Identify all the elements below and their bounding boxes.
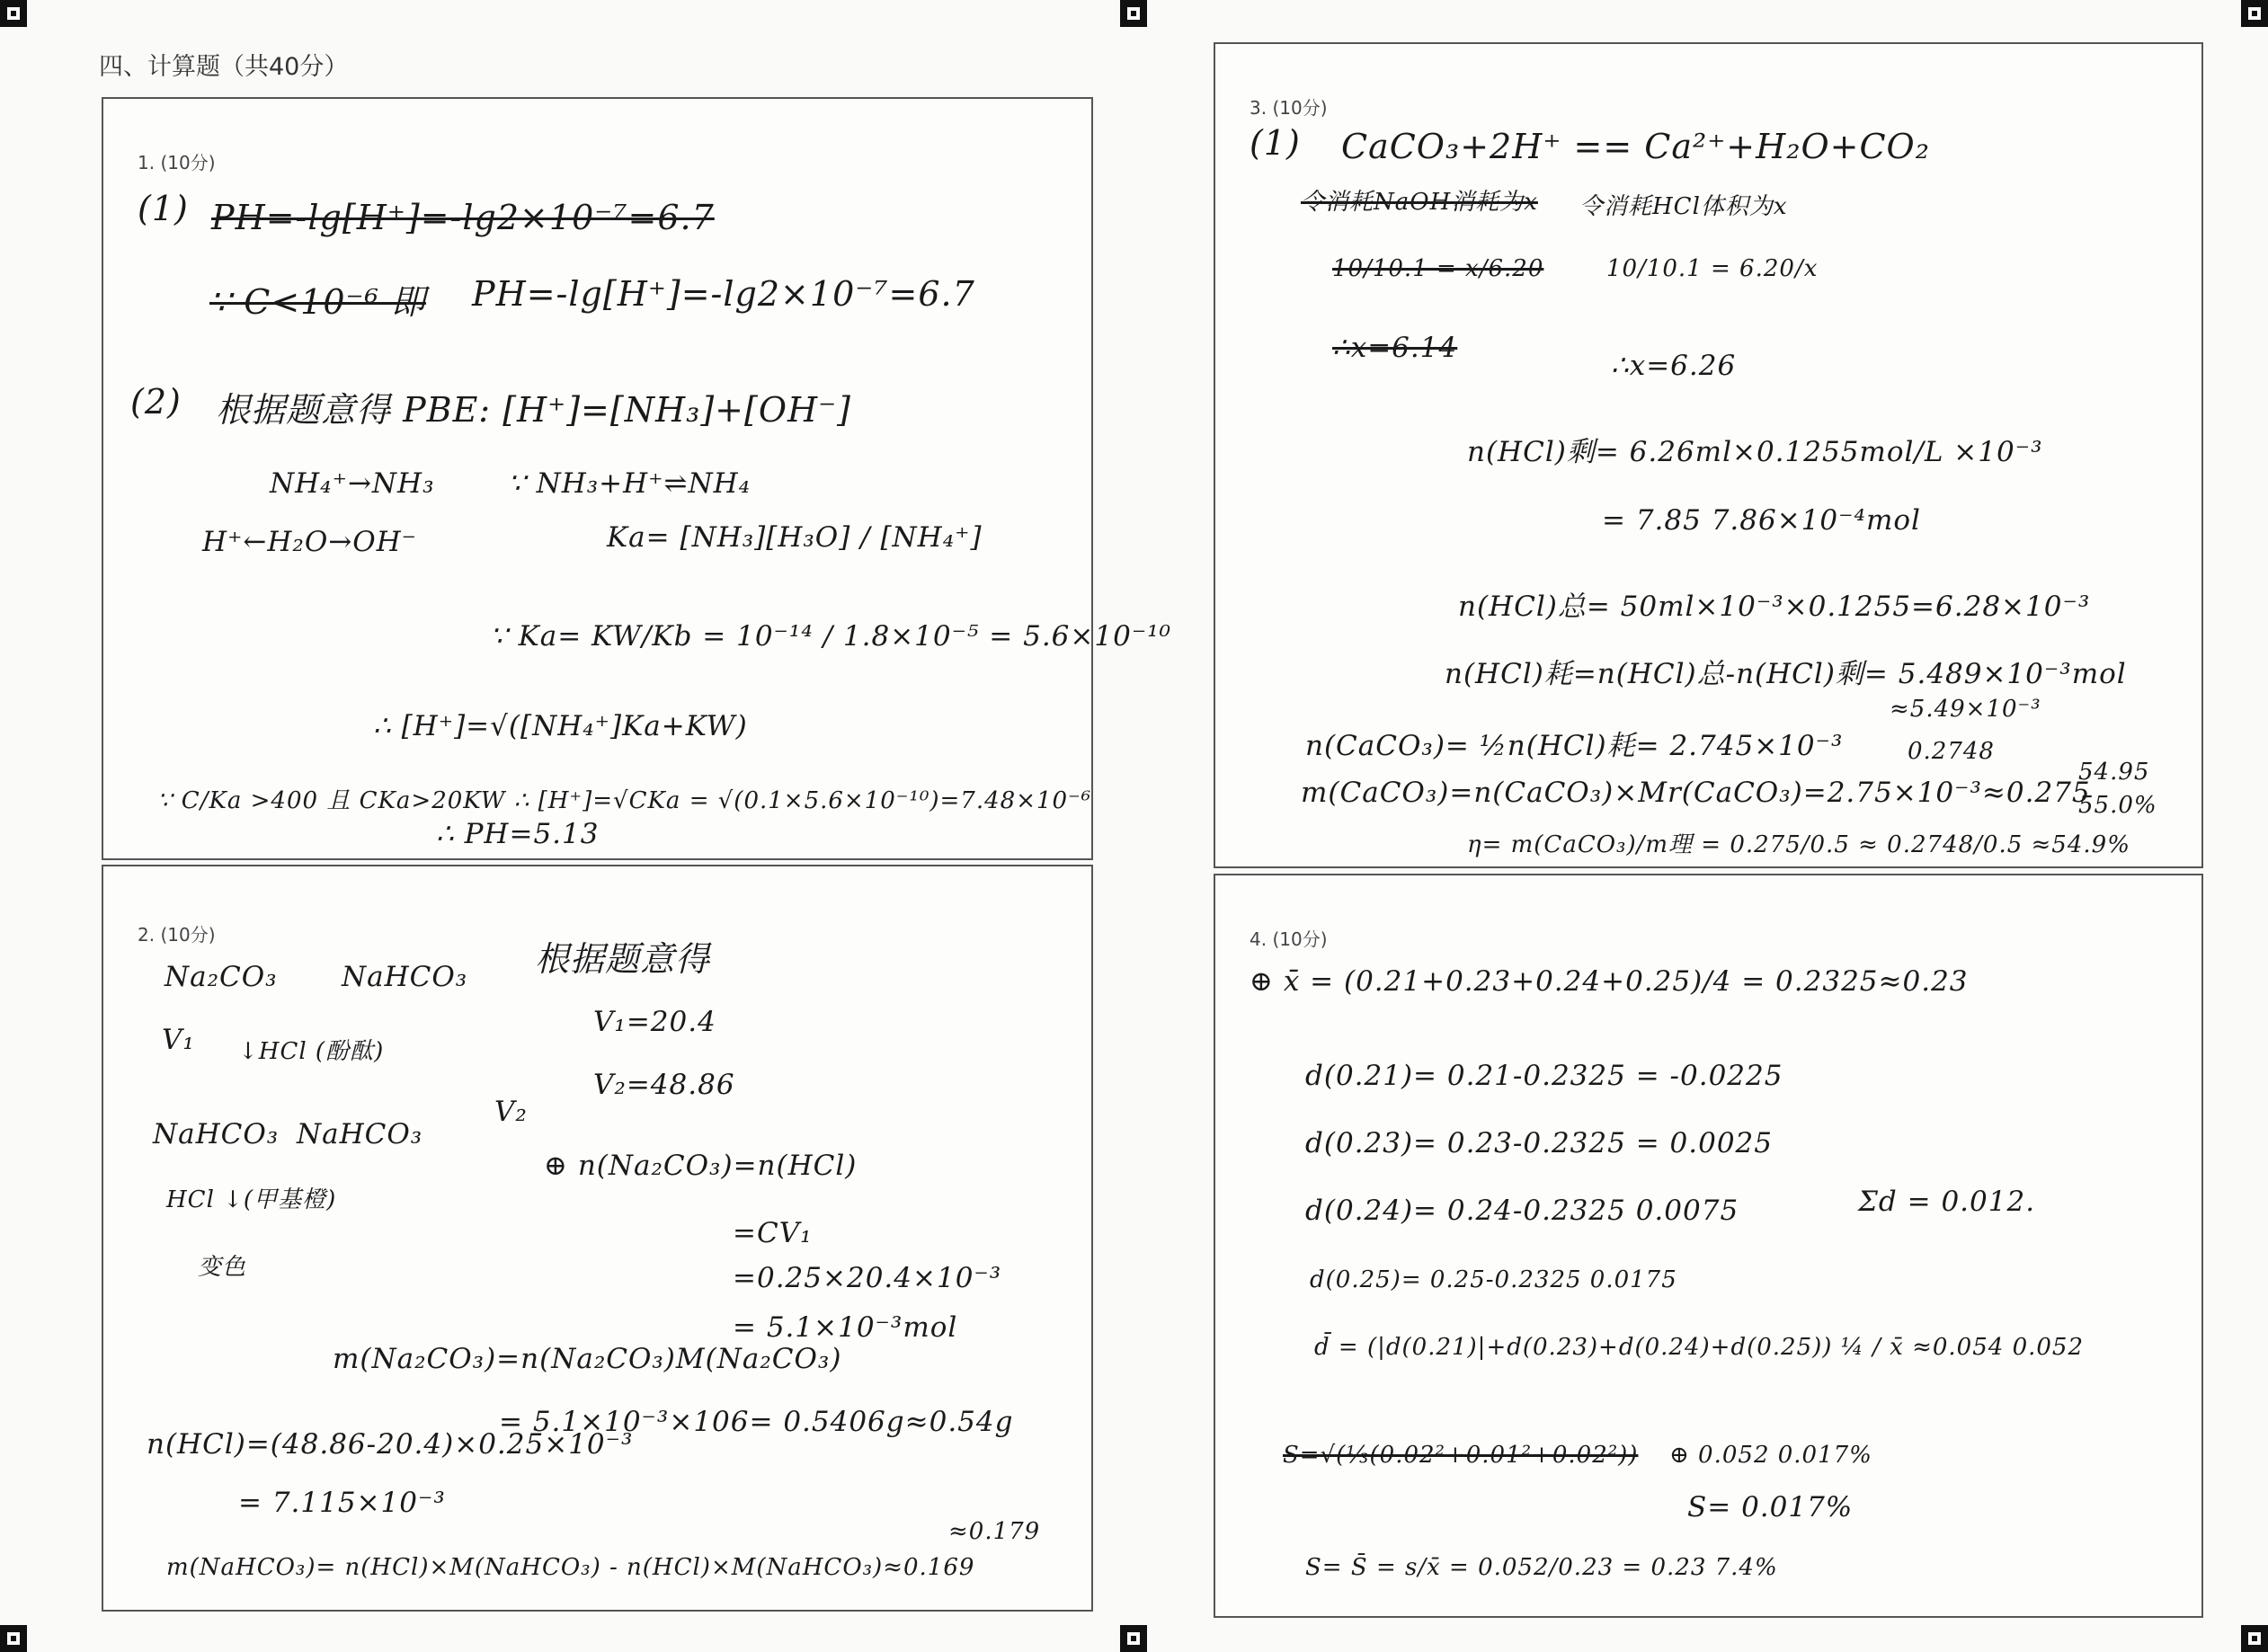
struck-answer-line: 令消耗NaOH消耗为x [1301, 189, 1538, 216]
corner-marker-bottom-left [0, 1625, 27, 1652]
answer-line: d(0.25)= 0.25-0.2325 0.0175 [1310, 1266, 1677, 1293]
answer-line: 54.95 [2078, 759, 2150, 786]
answer-line: n(CaCO₃)= ½n(HCl)耗= 2.745×10⁻³ [1305, 730, 1844, 762]
answer-line: S= 0.017% [1687, 1491, 1854, 1523]
answer-line: m(Na₂CO₃)=n(Na₂CO₃)M(Na₂CO₃) [333, 1343, 842, 1375]
answer-line: V₁=20.4 [593, 1006, 716, 1038]
answer-line: Σd = 0.012. [1858, 1186, 2036, 1218]
struck-answer-line: ∴x=6.14 [1332, 332, 1458, 364]
answer-line: V₂ [494, 1096, 528, 1128]
answer-line: ∴ PH=5.13 [436, 818, 600, 850]
answer-line: Ka= [NH₃][H₃O] / [NH₄⁺] [607, 521, 983, 554]
corner-marker-bottom-right [2241, 1625, 2268, 1652]
answer-line: n(HCl)剩= 6.26ml×0.1255mol/L ×10⁻³ [1467, 436, 2043, 468]
answer-line: ∴ [H⁺]=√([NH₄⁺]Ka+KW) [373, 710, 748, 742]
answer-line: ⊕ 0.052 0.017% [1669, 1442, 1872, 1469]
part-label: (1) [138, 189, 189, 228]
question-label: 4. (10分) [1250, 928, 1328, 950]
part-label: (1) [1250, 123, 1301, 163]
answer-line: 0.2748 [1908, 738, 1995, 765]
answer-line: 根据题意得 [535, 939, 711, 979]
answer-line: ∵ C/Ka >400 且 CKa>20KW ∴ [H⁺]=√CKa = √(0.1×5.6×10⁻¹⁰)=7.48×10⁻⁶ [157, 787, 1092, 814]
answer-line: 55.0% [2078, 792, 2157, 819]
answer-line: H⁺←H₂O→OH⁻ [202, 526, 418, 558]
answer-box-q1 [102, 97, 1172, 860]
answer-line: d(0.21)= 0.21-0.2325 = -0.0225 [1305, 1060, 1783, 1092]
answer-line: m(NaHCO₃)= n(HCl)×M(NaHCO₃) - n(HCl)×M(NaHCO₃)≈0.169 [166, 1554, 975, 1581]
answer-line: Na₂CO₃ [165, 961, 278, 993]
answer-line: = 5.1×10⁻³×106= 0.5406g≈0.54g [499, 1406, 1014, 1438]
answer-line: NaHCO₃ [342, 961, 468, 993]
answer-line: 变色 [198, 1254, 247, 1281]
answer-line: ∵ Ka= KW/Kb = 10⁻¹⁴ / 1.8×10⁻⁵ = 5.6×10⁻¹⁰ [490, 620, 1172, 653]
part-label: (2) [130, 382, 182, 422]
answer-line: = 5.1×10⁻³mol [733, 1311, 958, 1344]
question-label: 3. (10分) [1250, 97, 1328, 119]
answer-line: =CV₁ [733, 1217, 813, 1249]
answer-box-q4 [1214, 874, 2203, 1618]
answer-box-q2 [102, 865, 1093, 1612]
answer-line: NH₄⁺→NH₃ [270, 467, 435, 500]
struck-answer-line: PH=-lg[H⁺]=-lg2×10⁻⁷=6.7 [211, 198, 715, 237]
answer-line: 10/10.1 = 6.20/x [1606, 255, 1819, 282]
corner-marker-top-middle [1120, 0, 1147, 27]
answer-line: d̄ = (|d(0.21)|+d(0.23)+d(0.24)+d(0.25)) ¼ / x̄ ≈0.054 0.052 [1314, 1334, 2085, 1361]
struck-answer-line: S=√(⅓(0.02²+0.01²+0.02²)) [1283, 1442, 1639, 1469]
answer-line: 令消耗HCl体积为x [1579, 193, 1788, 220]
struck-answer-line: 10/10.1 = x/6.20 [1332, 255, 1544, 282]
corner-marker-top-left [0, 0, 27, 27]
answer-line: d(0.23)= 0.23-0.2325 = 0.0025 [1305, 1127, 1774, 1159]
answer-line: ∵ NH₃+H⁺⇌NH₄ [508, 467, 752, 500]
answer-line: n(HCl)总= 50ml×10⁻³×0.1255=6.28×10⁻³ [1458, 591, 2091, 623]
answer-line: V₂=48.86 [593, 1069, 735, 1101]
answer-line: = 7.115×10⁻³ [238, 1487, 446, 1519]
answer-line: ↓HCl (酚酞) [238, 1038, 385, 1065]
answer-line: d(0.24)= 0.24-0.2325 0.0075 [1305, 1195, 1739, 1227]
corner-marker-bottom-middle [1120, 1625, 1147, 1652]
answer-line: ≈5.49×10⁻³ [1890, 696, 2041, 723]
answer-line: NaHCO₃ [153, 1118, 280, 1150]
question-label: 1. (10分) [138, 152, 216, 173]
answer-line: ≈0.179 [948, 1518, 1041, 1545]
answer-line: V₁ [162, 1024, 195, 1056]
answer-line: ⊕ x̄ = (0.21+0.23+0.24+0.25)/4 = 0.2325≈0.23 [1250, 965, 1969, 998]
answer-line: HCl ↓(甲基橙) [166, 1186, 337, 1213]
answer-line: CaCO₃+2H⁺ == Ca²⁺+H₂O+CO₂ [1341, 127, 1930, 166]
answer-line: m(CaCO₃)=n(CaCO₃)×Mr(CaCO₃)=2.75×10⁻³≈0.275 [1301, 777, 2091, 809]
answer-line: PH=-lg[H⁺]=-lg2×10⁻⁷=6.7 [472, 274, 975, 314]
answer-line: =0.25×20.4×10⁻³ [733, 1262, 1002, 1294]
answer-line: n(HCl)耗=n(HCl)总-n(HCl)剩= 5.489×10⁻³mol [1445, 658, 2127, 690]
corner-marker-top-right [2241, 0, 2268, 27]
answer-line: 根据题意得 PBE: [H⁺]=[NH₃]+[OH⁻] [216, 390, 851, 430]
answer-line: ⊕ n(Na₂CO₃)=n(HCl) [544, 1150, 858, 1182]
answer-box-q3 [1214, 42, 2203, 868]
struck-condition: ∵ C<10⁻⁶ 即 [209, 282, 426, 322]
section-title: 四、计算题（共40分） [99, 53, 349, 81]
answer-line: = 7.85 7.86×10⁻⁴mol [1602, 504, 1921, 537]
answer-line: η= m(CaCO₃)/m理 = 0.275/0.5 ≈ 0.2748/0.5 ≈54.9% [1467, 831, 2130, 858]
answer-line: S= S̄ = s/x̄ = 0.052/0.23 = 0.23 7.4% [1305, 1554, 1778, 1581]
question-label: 2. (10分) [138, 924, 216, 946]
answer-line: n(HCl)=(48.86-20.4)×0.25×10⁻³ [147, 1428, 634, 1461]
answer-line: ∴x=6.26 [1611, 350, 1737, 382]
answer-line: NaHCO₃ [297, 1118, 423, 1150]
